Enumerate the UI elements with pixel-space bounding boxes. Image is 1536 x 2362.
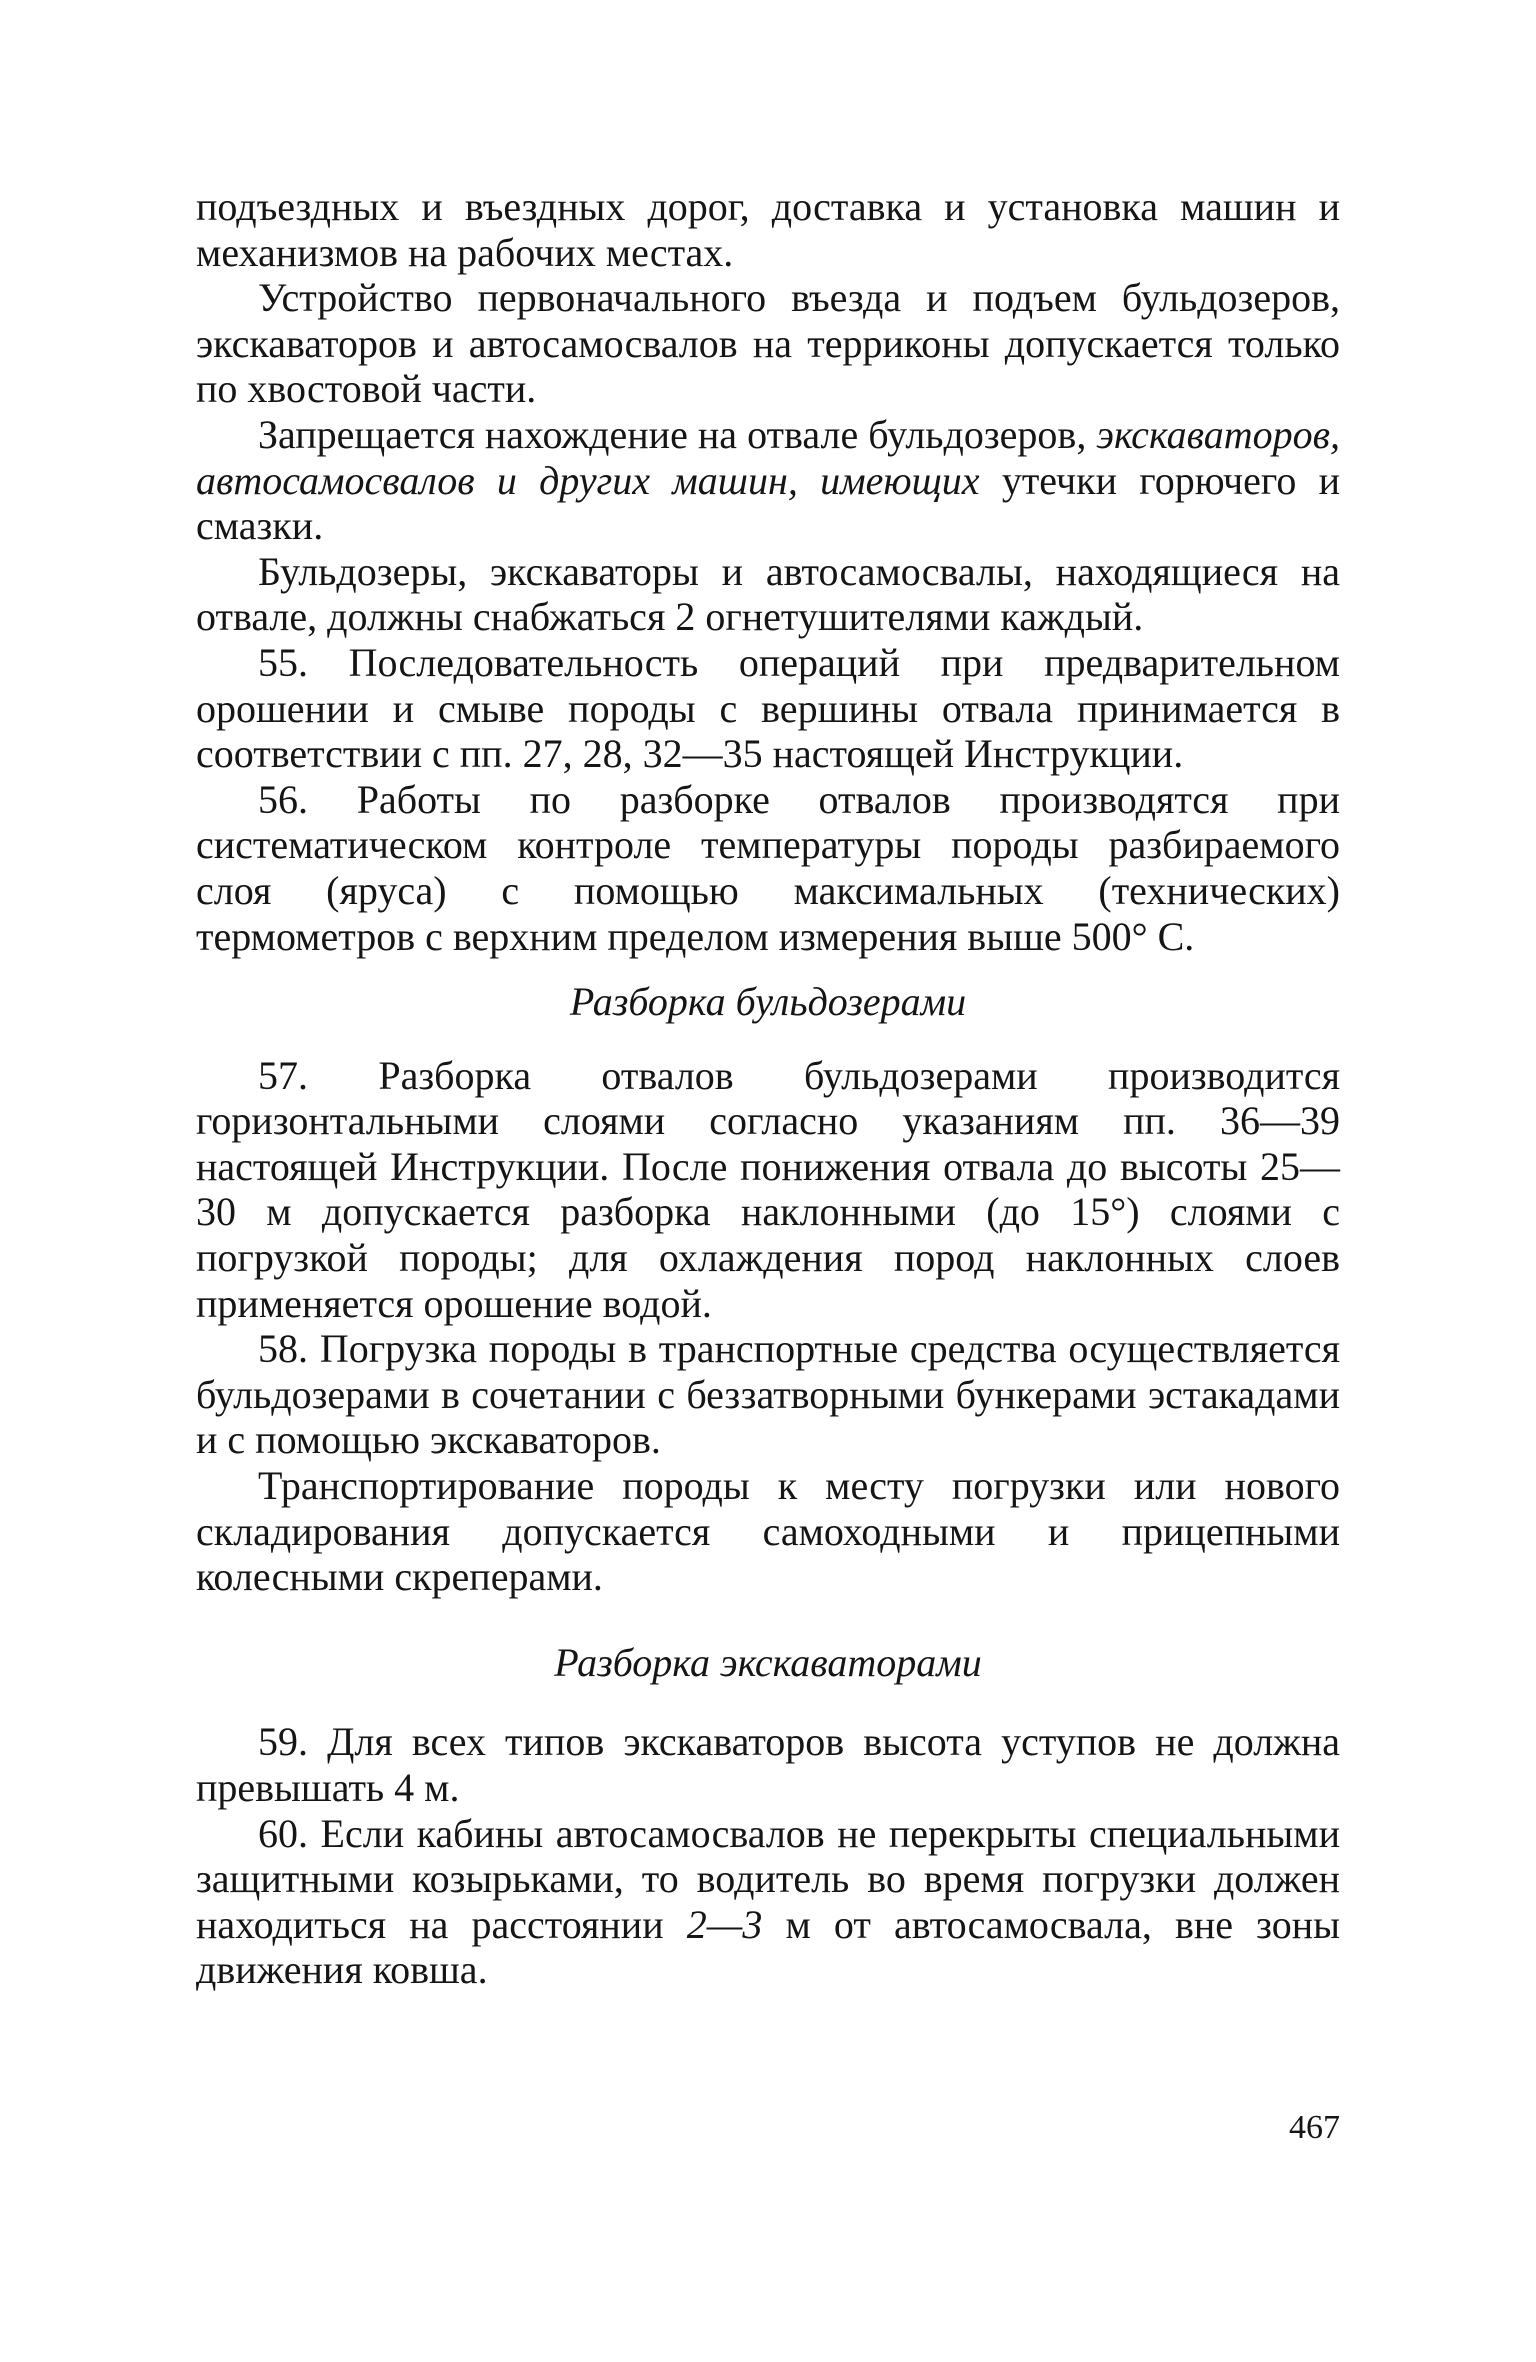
paragraph-extinguishers: Бульдозеры, экскаваторы и автосамосвалы, находящиеся на отвале, должны снабжаться 2 огнетушителями каждый. (196, 548, 1340, 640)
section-heading-bulldozers: Разборка бульдозерами (569, 979, 967, 1025)
paragraph-55: 55. Последовательность операций при предварительном орошении и смыве породы с вершины отвала принимается в соответствии с пп. 27, 28, 32—35 настоящей Инструкции. (196, 639, 1340, 777)
paragraph-prohibited-start: Запрещается нахождение на отвале бульдозеров, (258, 411, 1097, 457)
paragraph-intro: подъездных и въездных дорог, доставка и установка машин и механизмов на рабочих местах. (196, 184, 1340, 275)
paragraph-prohibited-end: утечки горючего и смазки. (196, 457, 1341, 549)
paragraph-60-italic: 2—3 (686, 1901, 763, 1947)
paragraph-transport: Транспортирование породы к месту погрузки или нового складирования допускается самоходными и прицепными колесными скреперами. (196, 1463, 1340, 1600)
section-heading-excavators: Разборка экскаваторами (554, 1639, 982, 1685)
paragraph-57: 57. Разборка отвалов бульдозерами производится горизонтальными слоями согласно указаниям пп. 36—39 настоящей Инструкции. После понижения отвала до высоты 25—30 м допускается разборка наклонными (до 15°) слоями с погрузкой породы; для охлаждения пород наклонных слоев применяется орошение водой. (196, 1052, 1340, 1326)
paragraph-56: 56. Работы по разборке отвалов производятся при систематическом контроле температуры породы разбираемого слоя (яруса) с помощью максимальных (технических) термометров с верхним пределом измерения выше 500° С. (196, 776, 1340, 959)
paragraph-60-end: м от автосамосвала, вне зоны движения ковша. (196, 1901, 1340, 1993)
paragraph-59: 59. Для всех типов экскаваторов высота уступов не должна превышать 4 м. (196, 1719, 1340, 1810)
paragraph-60 (196, 1811, 1340, 1993)
paragraph-prohibited-italic: экскаваторов, автосамосвалов и других машин, имеющих (196, 411, 1340, 503)
page-number: 467 (1289, 2109, 1340, 2146)
paragraph-prohibited (196, 412, 1340, 549)
paragraph-60-start: 60. Если кабины автосамосвалов не перекрыты специальными защитными козырьками, то водитель во время погрузки должен находиться на расстоянии (196, 1810, 1340, 1947)
paragraph-58: 58. Погрузка породы в транспортные средства осуществляется бульдозерами в сочетании с беззатворными бункерами эстакадами и с помощью экскаваторов. (196, 1326, 1340, 1463)
paragraph-first-entry: Устройство первоначального въезда и подъем бульдозеров, экскаваторов и автосамосвалов на терриконы допускается только по хвостовой части. (196, 275, 1340, 412)
page-text-block (196, 184, 1340, 1993)
